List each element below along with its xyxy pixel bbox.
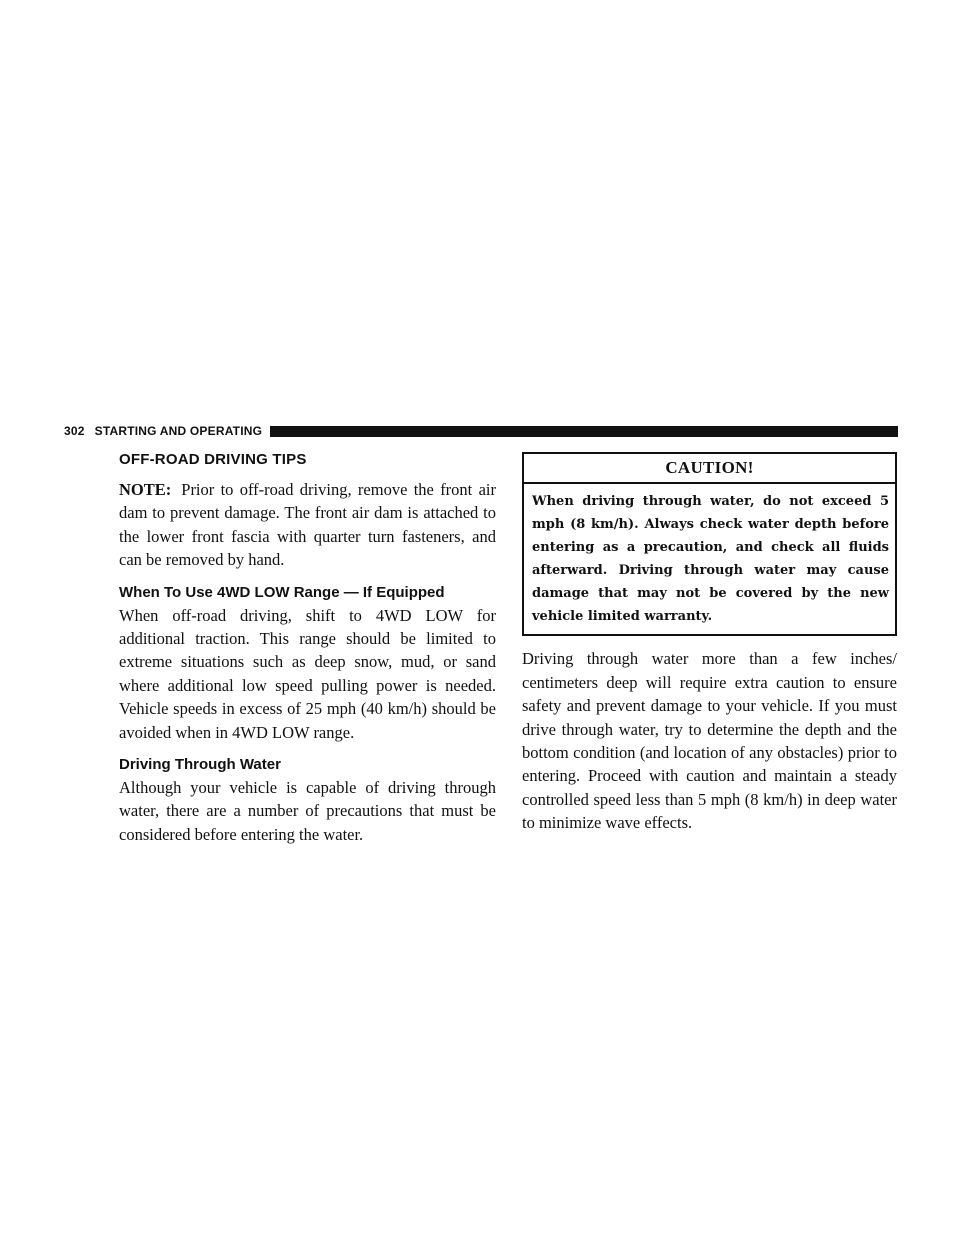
left-column	[119, 450, 496, 846]
page-number: 302	[64, 424, 85, 438]
section-title: STARTING AND OPERATING	[94, 424, 263, 438]
caution-title: CAUTION!	[524, 454, 895, 484]
section-heading: OFF-ROAD DRIVING TIPS	[119, 451, 307, 468]
paragraph-driving-through-water: Although your vehicle is capable of driving through water, there are a number of precautions that must be considered before entering the water.	[119, 778, 496, 844]
header-rule	[270, 426, 898, 437]
water-depth-paragraph: Driving through water more than a few inches/ centimeters deep will require extra caution to ensure safety and prevent damage to your vehicle. If you must drive through water, try to determine the depth and the bottom condition (and location of any obstacles) prior to entering. Proceed with caution and maintain a steady controlled speed less than 5 mph (8 km/h) in deep water to minimize wave effects.	[522, 649, 897, 833]
right-column	[522, 452, 897, 835]
caution-box	[522, 452, 897, 636]
subheading-4wd-low: When To Use 4WD LOW Range — If Equipped	[119, 583, 445, 601]
subheading-driving-through-water: Driving Through Water	[119, 756, 281, 774]
note-label: NOTE:	[119, 480, 172, 499]
caution-text: When driving through water, do not exceed 5 mph (8 km/h). Always check water depth before entering as a precaution, and check all fluids afterward. Driving through water may cause damage that may not be covered by the new vehicle limited warranty.	[532, 494, 889, 625]
paragraph-4wd-low: When off-road driving, shift to 4WD LOW for additional traction. This range should be limited to extreme situations such as deep snow, mud, or sand where additional low speed pulling power is needed. Vehicle speeds in excess of 25 mph (40 km/h) should be avoided when in 4WD LOW range.	[119, 605, 496, 742]
note-paragraph	[119, 478, 496, 572]
note-text: Prior to off-road driving, remove the front air dam to prevent damage. The front air dam is attached to the lower front fascia with quarter turn fasteners, and can be removed by hand.	[119, 480, 496, 570]
page-header	[64, 423, 898, 439]
